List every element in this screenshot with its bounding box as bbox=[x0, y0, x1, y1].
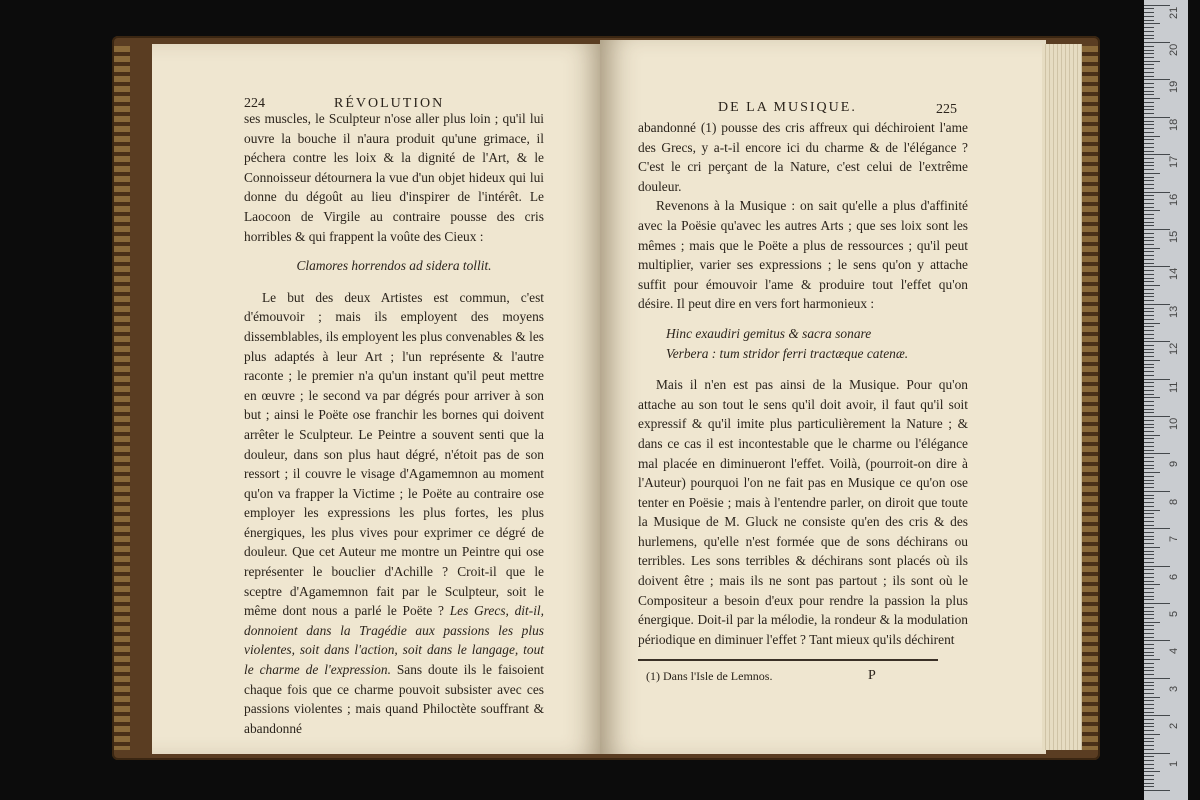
ruler-tick bbox=[1144, 693, 1154, 694]
ruler-tick bbox=[1144, 345, 1154, 346]
ruler-tick bbox=[1144, 360, 1160, 361]
ruler-tick bbox=[1144, 592, 1154, 593]
ruler-number: 6 bbox=[1168, 573, 1180, 580]
ruler-tick bbox=[1144, 539, 1154, 540]
ruler-tick bbox=[1144, 730, 1154, 731]
ruler-tick bbox=[1144, 719, 1154, 720]
ruler-tick bbox=[1144, 184, 1154, 185]
ruler-tick bbox=[1144, 132, 1154, 133]
ruler-tick bbox=[1144, 91, 1154, 92]
ruler-tick bbox=[1144, 655, 1154, 656]
ruler-tick bbox=[1144, 644, 1154, 645]
ruler-tick bbox=[1144, 173, 1160, 174]
ruler-tick bbox=[1144, 498, 1154, 499]
ruler-tick bbox=[1144, 697, 1160, 698]
ruler-number: 15 bbox=[1168, 230, 1180, 243]
ruler-tick bbox=[1144, 225, 1154, 226]
ruler-tick bbox=[1144, 379, 1170, 380]
left-running-head: RÉVOLUTION bbox=[334, 96, 445, 111]
footnote: (1) Dans l'Isle de Lemnos. bbox=[646, 669, 773, 684]
ruler-tick bbox=[1144, 222, 1154, 223]
ruler-tick bbox=[1144, 510, 1160, 511]
ruler-tick bbox=[1144, 323, 1160, 324]
ruler-tick bbox=[1144, 72, 1154, 73]
ruler-tick bbox=[1144, 94, 1154, 95]
ruler-tick bbox=[1144, 139, 1154, 140]
left-paragraph-2-end: Sans doute ils le faisoient chaque fois que ce charme pouvoit subsister avec ces passions violentes ; mais quand Philoctète souffrant & abandonné bbox=[244, 662, 544, 736]
left-italic-passage: Les Grecs, dit-il, donnoient dans la Tragédie aux passions les plus violentes, soit dans l'action, soit dans le langage, tout le charme de l'expression. bbox=[244, 603, 544, 678]
ruler-tick bbox=[1144, 214, 1154, 215]
ruler-number: 8 bbox=[1168, 498, 1180, 505]
ruler-tick bbox=[1144, 618, 1154, 619]
ruler-tick bbox=[1144, 689, 1154, 690]
ruler-tick bbox=[1144, 195, 1154, 196]
ruler-tick bbox=[1144, 162, 1154, 163]
ruler-tick bbox=[1144, 708, 1154, 709]
ruler-tick bbox=[1144, 87, 1154, 88]
ruler-tick bbox=[1144, 712, 1154, 713]
right-paragraph-1: abandonné (1) pousse des cris affreux qui déchiroient l'ame des Grecs, y a-t-il encore ici du charme & de l'élégance ? C'est le cri perçant de la Nature, c'est celui de l'extrême douleur. bbox=[638, 120, 968, 194]
ruler-tick bbox=[1144, 210, 1160, 211]
ruler-number: 4 bbox=[1168, 648, 1180, 655]
ruler-tick bbox=[1144, 554, 1154, 555]
ruler-tick bbox=[1144, 42, 1170, 43]
ruler-tick bbox=[1144, 633, 1154, 634]
left-page bbox=[152, 44, 602, 754]
signature-mark: P bbox=[868, 668, 876, 683]
left-page-text bbox=[244, 109, 544, 738]
left-paragraph-1: ses muscles, le Sculpteur n'ose aller plus loin ; qu'il lui ouvre la bouche il n'aura produit qu'une grimace, il péchera contre les loix & la dignité de l'Art, & le Connoisseur détournera la vue d'un objet hideux qui lui donne du dégoût au lieu d'inspirer de l'intérêt. Le Laocoon de Virgile au contraire pousse des cris horribles & qui frappent la voûte des Cieux : bbox=[244, 111, 544, 244]
ruler-tick bbox=[1144, 562, 1154, 563]
ruler-tick bbox=[1144, 151, 1154, 152]
ruler-tick bbox=[1144, 57, 1154, 58]
ruler-tick bbox=[1144, 46, 1154, 47]
ruler-tick bbox=[1144, 289, 1154, 290]
ruler-tick bbox=[1144, 483, 1154, 484]
ruler-tick bbox=[1144, 424, 1154, 425]
ruler-number: 19 bbox=[1168, 81, 1180, 94]
ruler-tick bbox=[1144, 274, 1154, 275]
ruler-tick bbox=[1144, 525, 1154, 526]
ruler-tick bbox=[1144, 569, 1154, 570]
page-edges bbox=[1042, 44, 1082, 750]
ruler-tick bbox=[1144, 390, 1154, 391]
ruler-tick bbox=[1144, 521, 1154, 522]
ruler-tick bbox=[1144, 682, 1154, 683]
ruler-tick bbox=[1144, 330, 1154, 331]
ruler-tick bbox=[1144, 558, 1154, 559]
ruler-tick bbox=[1144, 169, 1154, 170]
ruler-tick bbox=[1144, 237, 1154, 238]
ruler-tick bbox=[1144, 251, 1154, 252]
ruler-tick bbox=[1144, 349, 1154, 350]
ruler-tick bbox=[1144, 663, 1154, 664]
right-quote-line-1: Hinc exaudiri gemitus & sacra sonare bbox=[666, 325, 872, 341]
ruler-number: 16 bbox=[1168, 193, 1180, 206]
ruler-tick bbox=[1144, 124, 1154, 125]
ruler-tick bbox=[1144, 121, 1154, 122]
ruler-tick bbox=[1144, 79, 1170, 80]
ruler-tick bbox=[1144, 704, 1154, 705]
ruler-tick bbox=[1144, 117, 1170, 118]
ruler-tick bbox=[1144, 517, 1154, 518]
ruler-tick bbox=[1144, 453, 1170, 454]
ruler-tick bbox=[1144, 311, 1154, 312]
ruler-tick bbox=[1144, 375, 1154, 376]
ruler-tick bbox=[1144, 734, 1160, 735]
ruler-number: 13 bbox=[1168, 305, 1180, 318]
ruler-tick bbox=[1144, 715, 1170, 716]
ruler-number: 5 bbox=[1168, 610, 1180, 617]
ruler-tick bbox=[1144, 637, 1154, 638]
ruler-tick bbox=[1144, 435, 1160, 436]
measuring-ruler bbox=[1144, 0, 1188, 800]
ruler-tick bbox=[1144, 768, 1154, 769]
ruler-tick bbox=[1144, 625, 1154, 626]
ruler-tick bbox=[1144, 648, 1154, 649]
ruler-tick bbox=[1144, 659, 1160, 660]
ruler-tick bbox=[1144, 371, 1154, 372]
ruler-tick bbox=[1144, 446, 1154, 447]
ruler-tick bbox=[1144, 416, 1170, 417]
ruler-tick bbox=[1144, 566, 1170, 567]
ruler-tick bbox=[1144, 513, 1154, 514]
ruler-tick bbox=[1144, 476, 1154, 477]
right-running-head: DE LA MUSIQUE. bbox=[718, 100, 857, 115]
ruler-tick bbox=[1144, 528, 1170, 529]
ruler-tick bbox=[1144, 532, 1154, 533]
ruler-tick bbox=[1144, 319, 1154, 320]
ruler-tick bbox=[1144, 278, 1154, 279]
ruler-tick bbox=[1144, 188, 1154, 189]
right-paragraph-3: Mais il n'en est pas ainsi de la Musique. Pour qu'on attache au son tout le sens qu'il doit avoir, il faut qu'il soit expressif & qu'il imite plus particulièrement la Nature ; & dans ce cas il est incontestable que le charme ou l'élégance mal placée en diminueront l'effet. Voilà, (pourroit-on dire à l'Auteur) pourquoi l'on ne fait pas en Musique ce qu'on ose tenter en Poësie ; mais à l'entendre parler, on diroit que toute la Musique de M. Gluck ne consiste qu'en des cris & des hurlemens, qu'elle n'est formée que de sons déchirans ou terribles. Les sons terribles & déchirans sont placés où ils doivent être ; mais ils ne sont pas partout ; ils sont où le Compositeur a besoin d'eux pour rendre la passion la plus énergique. Doit-il par la mélodie, la rondeur & la modulation périodique en diminuer l'effet ? Tant mieux qu'ils déchirent bbox=[638, 377, 968, 647]
ruler-tick bbox=[1144, 450, 1154, 451]
ruler-tick bbox=[1144, 775, 1154, 776]
ruler-tick bbox=[1144, 749, 1154, 750]
ruler-tick bbox=[1144, 764, 1154, 765]
ruler-tick bbox=[1144, 726, 1154, 727]
ruler-tick bbox=[1144, 480, 1154, 481]
ruler-tick bbox=[1144, 588, 1154, 589]
ruler-tick bbox=[1144, 296, 1154, 297]
ruler-tick bbox=[1144, 640, 1170, 641]
ruler-tick bbox=[1144, 233, 1154, 234]
ruler-number: 9 bbox=[1168, 461, 1180, 468]
ruler-tick bbox=[1144, 20, 1154, 21]
left-page-number: 224 bbox=[244, 96, 265, 111]
ruler-tick bbox=[1144, 128, 1154, 129]
ruler-tick bbox=[1144, 98, 1160, 99]
ruler-tick bbox=[1144, 147, 1154, 148]
ruler-tick bbox=[1144, 165, 1154, 166]
ruler-tick bbox=[1144, 68, 1154, 69]
ruler-tick bbox=[1144, 266, 1170, 267]
ruler-tick bbox=[1144, 207, 1154, 208]
ruler-tick bbox=[1144, 397, 1160, 398]
ruler-tick bbox=[1144, 23, 1160, 24]
ruler-tick bbox=[1144, 584, 1160, 585]
ruler-tick bbox=[1144, 412, 1154, 413]
ruler-tick bbox=[1144, 64, 1154, 65]
ruler-tick bbox=[1144, 573, 1154, 574]
ruler-tick bbox=[1144, 113, 1154, 114]
ruler-tick bbox=[1144, 472, 1160, 473]
ruler-tick bbox=[1144, 685, 1154, 686]
ruler-tick bbox=[1144, 356, 1154, 357]
ruler-tick bbox=[1144, 136, 1160, 137]
ruler-tick bbox=[1144, 326, 1154, 327]
ruler-tick bbox=[1144, 506, 1154, 507]
ruler-tick bbox=[1144, 61, 1160, 62]
ruler-tick bbox=[1144, 158, 1154, 159]
ruler-tick bbox=[1144, 611, 1154, 612]
ruler-tick bbox=[1144, 367, 1154, 368]
ruler-tick bbox=[1144, 723, 1154, 724]
ruler-tick bbox=[1144, 394, 1154, 395]
ruler-tick bbox=[1144, 106, 1154, 107]
ruler-tick bbox=[1144, 700, 1154, 701]
ruler-tick bbox=[1144, 465, 1154, 466]
ruler-tick bbox=[1144, 308, 1154, 309]
ruler-tick bbox=[1144, 27, 1154, 28]
ruler-tick bbox=[1144, 382, 1154, 383]
ruler-number: 17 bbox=[1168, 155, 1180, 169]
ruler-tick bbox=[1144, 109, 1154, 110]
right-paragraph-2: Revenons à la Musique : on sait qu'elle a plus d'affinité avec la Poësie qu'avec les autres Arts ; que ses loix sont les mêmes ; mais que le Poëte a plus de ressources ; qu'il peut multiplier, varier ses expressions ; le sens qu'on y attache suffit pour émouvoir l'ame & produire tout l'effet qu'on désire. Il peut dire en vers fort harmonieux : bbox=[638, 198, 968, 312]
ruler-tick bbox=[1144, 304, 1170, 305]
ruler-tick bbox=[1144, 229, 1170, 230]
ruler-tick bbox=[1144, 622, 1160, 623]
right-page-number: 225 bbox=[936, 102, 957, 117]
ruler-tick bbox=[1144, 629, 1154, 630]
ruler-tick bbox=[1144, 427, 1154, 428]
ruler-tick bbox=[1144, 53, 1154, 54]
ruler-tick bbox=[1144, 405, 1154, 406]
ruler-number: 11 bbox=[1168, 381, 1180, 393]
ruler-tick bbox=[1144, 543, 1154, 544]
ruler-tick bbox=[1144, 240, 1154, 241]
ruler-tick bbox=[1144, 352, 1154, 353]
ruler-number: 14 bbox=[1168, 268, 1180, 281]
open-book bbox=[112, 36, 1100, 760]
ruler-tick bbox=[1144, 420, 1154, 421]
ruler-tick bbox=[1144, 771, 1160, 772]
ruler-tick bbox=[1144, 315, 1154, 316]
ruler-tick bbox=[1144, 12, 1154, 13]
ruler-tick bbox=[1144, 255, 1154, 256]
ruler-tick bbox=[1144, 502, 1154, 503]
ruler-tick bbox=[1144, 248, 1160, 249]
ruler-tick bbox=[1144, 259, 1154, 260]
left-paragraph-2 bbox=[244, 288, 544, 739]
right-quote-line-2: Verbera : tum stridor ferri tractæque catenæ. bbox=[666, 345, 909, 361]
ruler-tick bbox=[1144, 431, 1154, 432]
ruler-tick bbox=[1144, 338, 1154, 339]
ruler-tick bbox=[1144, 180, 1154, 181]
ruler-tick bbox=[1144, 341, 1170, 342]
ruler-tick bbox=[1144, 8, 1154, 9]
ruler-tick bbox=[1144, 38, 1154, 39]
ruler-tick bbox=[1144, 263, 1154, 264]
ruler-tick bbox=[1144, 270, 1154, 271]
ruler-tick bbox=[1144, 551, 1154, 552]
ruler-tick bbox=[1144, 461, 1154, 462]
ruler-tick bbox=[1144, 16, 1154, 17]
ruler-number: 18 bbox=[1168, 118, 1180, 131]
ruler-tick bbox=[1144, 678, 1170, 679]
ruler-tick bbox=[1144, 652, 1154, 653]
ruler-tick bbox=[1144, 102, 1154, 103]
ruler-number: 3 bbox=[1168, 685, 1180, 692]
ruler-tick bbox=[1144, 603, 1170, 604]
ruler-tick bbox=[1144, 143, 1154, 144]
ruler-tick bbox=[1144, 738, 1154, 739]
ruler-tick bbox=[1144, 547, 1160, 548]
ruler-tick bbox=[1144, 741, 1154, 742]
ruler-tick bbox=[1144, 438, 1154, 439]
ruler-tick bbox=[1144, 154, 1170, 155]
ruler-tick bbox=[1144, 50, 1154, 51]
ruler-tick bbox=[1144, 599, 1154, 600]
ruler-tick bbox=[1144, 753, 1170, 754]
ruler-tick bbox=[1144, 76, 1154, 77]
ruler-tick bbox=[1144, 409, 1154, 410]
ruler-tick bbox=[1144, 760, 1154, 761]
ruler-tick bbox=[1144, 442, 1154, 443]
ruler-tick bbox=[1144, 457, 1154, 458]
ruler-tick bbox=[1144, 667, 1154, 668]
ruler-tick bbox=[1144, 83, 1154, 84]
ruler-tick bbox=[1144, 670, 1154, 671]
ruler-tick bbox=[1144, 614, 1154, 615]
ruler-tick bbox=[1144, 491, 1170, 492]
ruler-tick bbox=[1144, 607, 1154, 608]
ruler-tick bbox=[1144, 203, 1154, 204]
ruler-tick bbox=[1144, 199, 1154, 200]
ruler-tick bbox=[1144, 577, 1154, 578]
ruler-tick bbox=[1144, 35, 1154, 36]
ruler-tick bbox=[1144, 779, 1154, 780]
ruler-tick bbox=[1144, 790, 1170, 791]
ruler-number: 10 bbox=[1168, 417, 1180, 430]
ruler-tick bbox=[1144, 334, 1154, 335]
ruler-number: 12 bbox=[1168, 342, 1180, 356]
ruler-tick bbox=[1144, 244, 1154, 245]
left-paragraph-2-body: Le but des deux Artistes est commun, c'est d'émouvoir ; mais ils employent des moyens dissemblables, ils employent les plus convenables & les plus adaptés à leur Art ; l'un représente & l'autre raconte ; le premier n'a qu'un instant qu'il peut mettre en œuvre ; le second va par dégrés pour arriver à son but ; ainsi le Poëte ose franchir les bornes qui doivent arrêter le Sculpteur. Le Peintre a souvent senti que la douleur, dans son plus haut dégré, n'étoit pas de son ressort ; il couvre le visage d'Agamemnon au moment qu'on va frapper la Victime ; le Poëte au contraire ose employer les expressions les plus fortes, les plus énergiques, les plus vives pour exprimer ce dégré de douleur. Que cet Auteur me montre un Peintre qui ose représenter le bouclier d'Achille ? Croit-il que le sceptre d'Agamemnon fait par le Sculpteur, soit le même dont nous a parlé le Poëte ? bbox=[244, 289, 544, 619]
ruler-tick bbox=[1144, 401, 1154, 402]
ruler-tick bbox=[1144, 293, 1154, 294]
ruler-tick bbox=[1144, 31, 1154, 32]
ruler-tick bbox=[1144, 300, 1154, 301]
ruler-tick bbox=[1144, 281, 1154, 282]
left-quote: Clamores horrendos ad sidera tollit. bbox=[296, 258, 492, 274]
ruler-tick bbox=[1144, 192, 1170, 193]
ruler-tick bbox=[1144, 487, 1154, 488]
ruler-number: 7 bbox=[1168, 536, 1180, 543]
ruler-number: 20 bbox=[1168, 43, 1180, 56]
ruler-tick bbox=[1144, 177, 1154, 178]
ruler-tick bbox=[1144, 786, 1154, 787]
ruler-tick bbox=[1144, 674, 1154, 675]
ruler-number: 1 bbox=[1168, 760, 1180, 767]
ruler-tick bbox=[1144, 5, 1170, 6]
right-page-text bbox=[638, 118, 968, 687]
ruler-tick bbox=[1144, 581, 1154, 582]
ruler-tick bbox=[1144, 756, 1154, 757]
right-page bbox=[600, 40, 1046, 754]
ruler-tick bbox=[1144, 596, 1154, 597]
ruler-tick bbox=[1144, 386, 1154, 387]
ruler-number: 2 bbox=[1168, 723, 1180, 730]
ruler-tick bbox=[1144, 536, 1154, 537]
ruler-tick bbox=[1144, 218, 1154, 219]
right-quote bbox=[638, 324, 968, 363]
ruler-tick bbox=[1144, 495, 1154, 496]
ruler-tick bbox=[1144, 468, 1154, 469]
ruler-tick bbox=[1144, 783, 1154, 784]
footnote-rule bbox=[638, 659, 938, 661]
ruler-tick bbox=[1144, 285, 1160, 286]
ruler-number: 21 bbox=[1168, 6, 1180, 19]
ruler-tick bbox=[1144, 745, 1154, 746]
ruler-tick bbox=[1144, 364, 1154, 365]
